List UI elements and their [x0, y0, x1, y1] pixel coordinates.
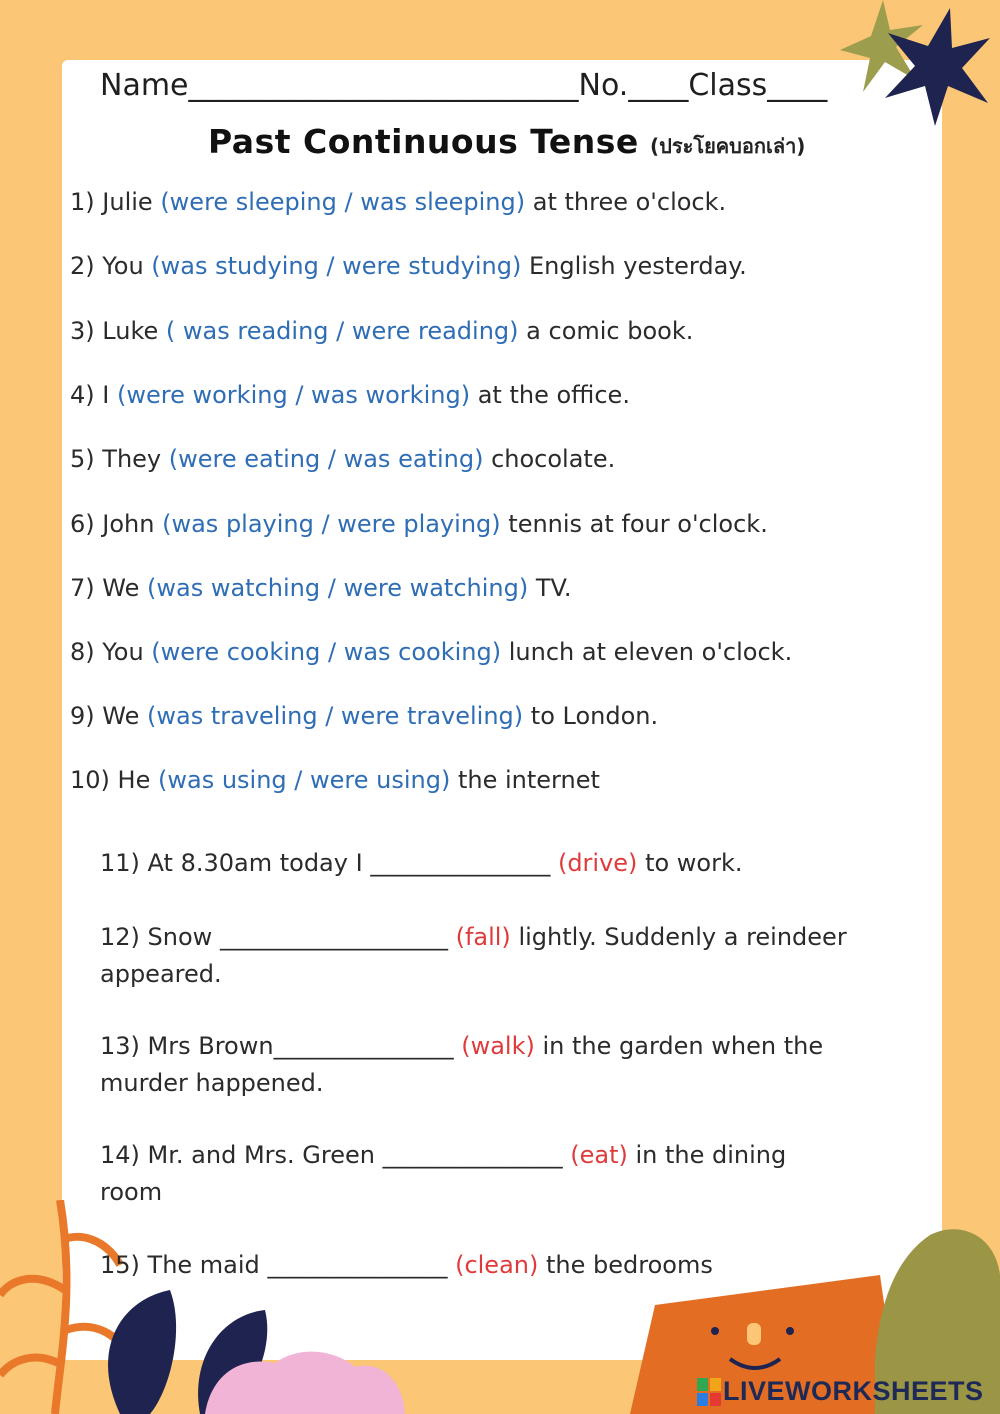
verb-hint: (fall)	[455, 923, 511, 951]
question-continuation: murder happened.	[100, 1069, 324, 1097]
question-rest: lunch at eleven o'clock.	[508, 638, 793, 666]
question-subject: You	[102, 252, 144, 280]
answer-options[interactable]: (was watching / were watching)	[147, 574, 529, 602]
question-5	[70, 441, 615, 477]
question-rest: the internet	[457, 766, 600, 794]
question-rest: to work.	[645, 849, 743, 877]
question-12	[100, 919, 945, 993]
answer-options[interactable]: (were eating / was eating)	[168, 445, 484, 473]
question-number: 2)	[70, 252, 95, 280]
answer-options[interactable]: (was playing / were playing)	[162, 510, 501, 538]
worksheet-subtitle: (ประโยคบอกเล่า)	[650, 134, 806, 158]
number-label: No.	[578, 68, 629, 103]
question-number: 9)	[70, 702, 95, 730]
answer-blank[interactable]: _______________	[273, 1032, 454, 1060]
question-14	[100, 1137, 945, 1211]
question-11	[100, 845, 945, 882]
answer-options[interactable]: (was using / were using)	[158, 766, 451, 794]
question-rest: the bedrooms	[546, 1251, 713, 1279]
verb-hint: (walk)	[461, 1032, 535, 1060]
question-15	[100, 1247, 945, 1284]
question-4	[70, 377, 630, 413]
question-number: 7)	[70, 574, 95, 602]
answer-options[interactable]: (were working / was working)	[117, 381, 471, 409]
class-field[interactable]: ____	[767, 68, 828, 103]
question-number: 6)	[70, 510, 95, 538]
question-prompt: 11) At 8.30am today I	[100, 849, 363, 877]
question-rest: in the dining	[635, 1141, 787, 1169]
question-10	[70, 762, 600, 798]
question-rest: chocolate.	[491, 445, 616, 473]
worksheet-title: Past Continuous Tense	[208, 122, 639, 161]
question-number: 1)	[70, 188, 95, 216]
question-prompt: 14) Mr. and Mrs. Green	[100, 1141, 375, 1169]
verb-hint: (drive)	[557, 849, 638, 877]
question-rest: English yesterday.	[528, 252, 747, 280]
question-9	[70, 698, 658, 734]
question-subject: I	[102, 381, 110, 409]
liveworksheets-logo-icon	[697, 1378, 721, 1406]
number-field[interactable]: ____	[628, 68, 689, 103]
question-prompt: 12) Snow	[100, 923, 213, 951]
question-6	[70, 506, 768, 542]
answer-options[interactable]: ( was reading / were reading)	[165, 317, 519, 345]
answer-options[interactable]: (were cooking / was cooking)	[151, 638, 502, 666]
answer-options[interactable]: (was studying / were studying)	[151, 252, 522, 280]
answer-options[interactable]: (was traveling / were traveling)	[147, 702, 524, 730]
question-number: 8)	[70, 638, 95, 666]
question-rest: tennis at four o'clock.	[508, 510, 768, 538]
question-continuation: appeared.	[100, 960, 222, 988]
question-subject: Julie	[102, 188, 153, 216]
answer-options[interactable]: (were sleeping / was sleeping)	[160, 188, 526, 216]
question-prompt: 13) Mrs Brown	[100, 1032, 274, 1060]
question-subject: You	[102, 638, 144, 666]
question-13	[100, 1028, 945, 1102]
pink-blob-decoration	[205, 1345, 405, 1414]
question-rest: in the garden when the	[542, 1032, 824, 1060]
question-number: 4)	[70, 381, 95, 409]
watermark-text: LIVEWORKSHEETS	[723, 1376, 984, 1406]
question-continuation: room	[100, 1178, 163, 1206]
liveworksheets-watermark[interactable]	[697, 1376, 984, 1412]
question-1	[70, 184, 726, 220]
question-rest: at three o'clock.	[532, 188, 727, 216]
question-subject: John	[102, 510, 155, 538]
question-rest: a comic book.	[526, 317, 694, 345]
question-number: 5)	[70, 445, 95, 473]
question-3	[70, 313, 693, 349]
question-2	[70, 248, 747, 284]
question-prompt: 15) The maid	[100, 1251, 260, 1279]
verb-hint: (eat)	[570, 1141, 628, 1169]
verb-hint: (clean)	[455, 1251, 539, 1279]
answer-blank[interactable]: ___________________	[219, 923, 448, 951]
class-label: Class	[688, 68, 768, 103]
question-subject: Luke	[102, 317, 159, 345]
question-subject: We	[102, 702, 140, 730]
question-8	[70, 634, 792, 670]
answer-blank[interactable]: _______________	[382, 1141, 563, 1169]
question-subject: He	[117, 766, 151, 794]
student-info-line	[100, 68, 920, 112]
question-subject: We	[102, 574, 140, 602]
answer-blank[interactable]: _______________	[370, 849, 551, 877]
answer-blank[interactable]: _______________	[267, 1251, 448, 1279]
question-number: 10)	[70, 766, 110, 794]
question-subject: They	[102, 445, 162, 473]
question-number: 3)	[70, 317, 95, 345]
question-rest: to London.	[530, 702, 659, 730]
question-rest: TV.	[535, 574, 572, 602]
name-label: Name	[100, 68, 189, 103]
question-rest: at the office.	[477, 381, 630, 409]
name-field[interactable]: __________________________	[188, 68, 579, 103]
question-rest: lightly. Suddenly a reindeer	[518, 923, 847, 951]
question-7	[70, 570, 571, 606]
